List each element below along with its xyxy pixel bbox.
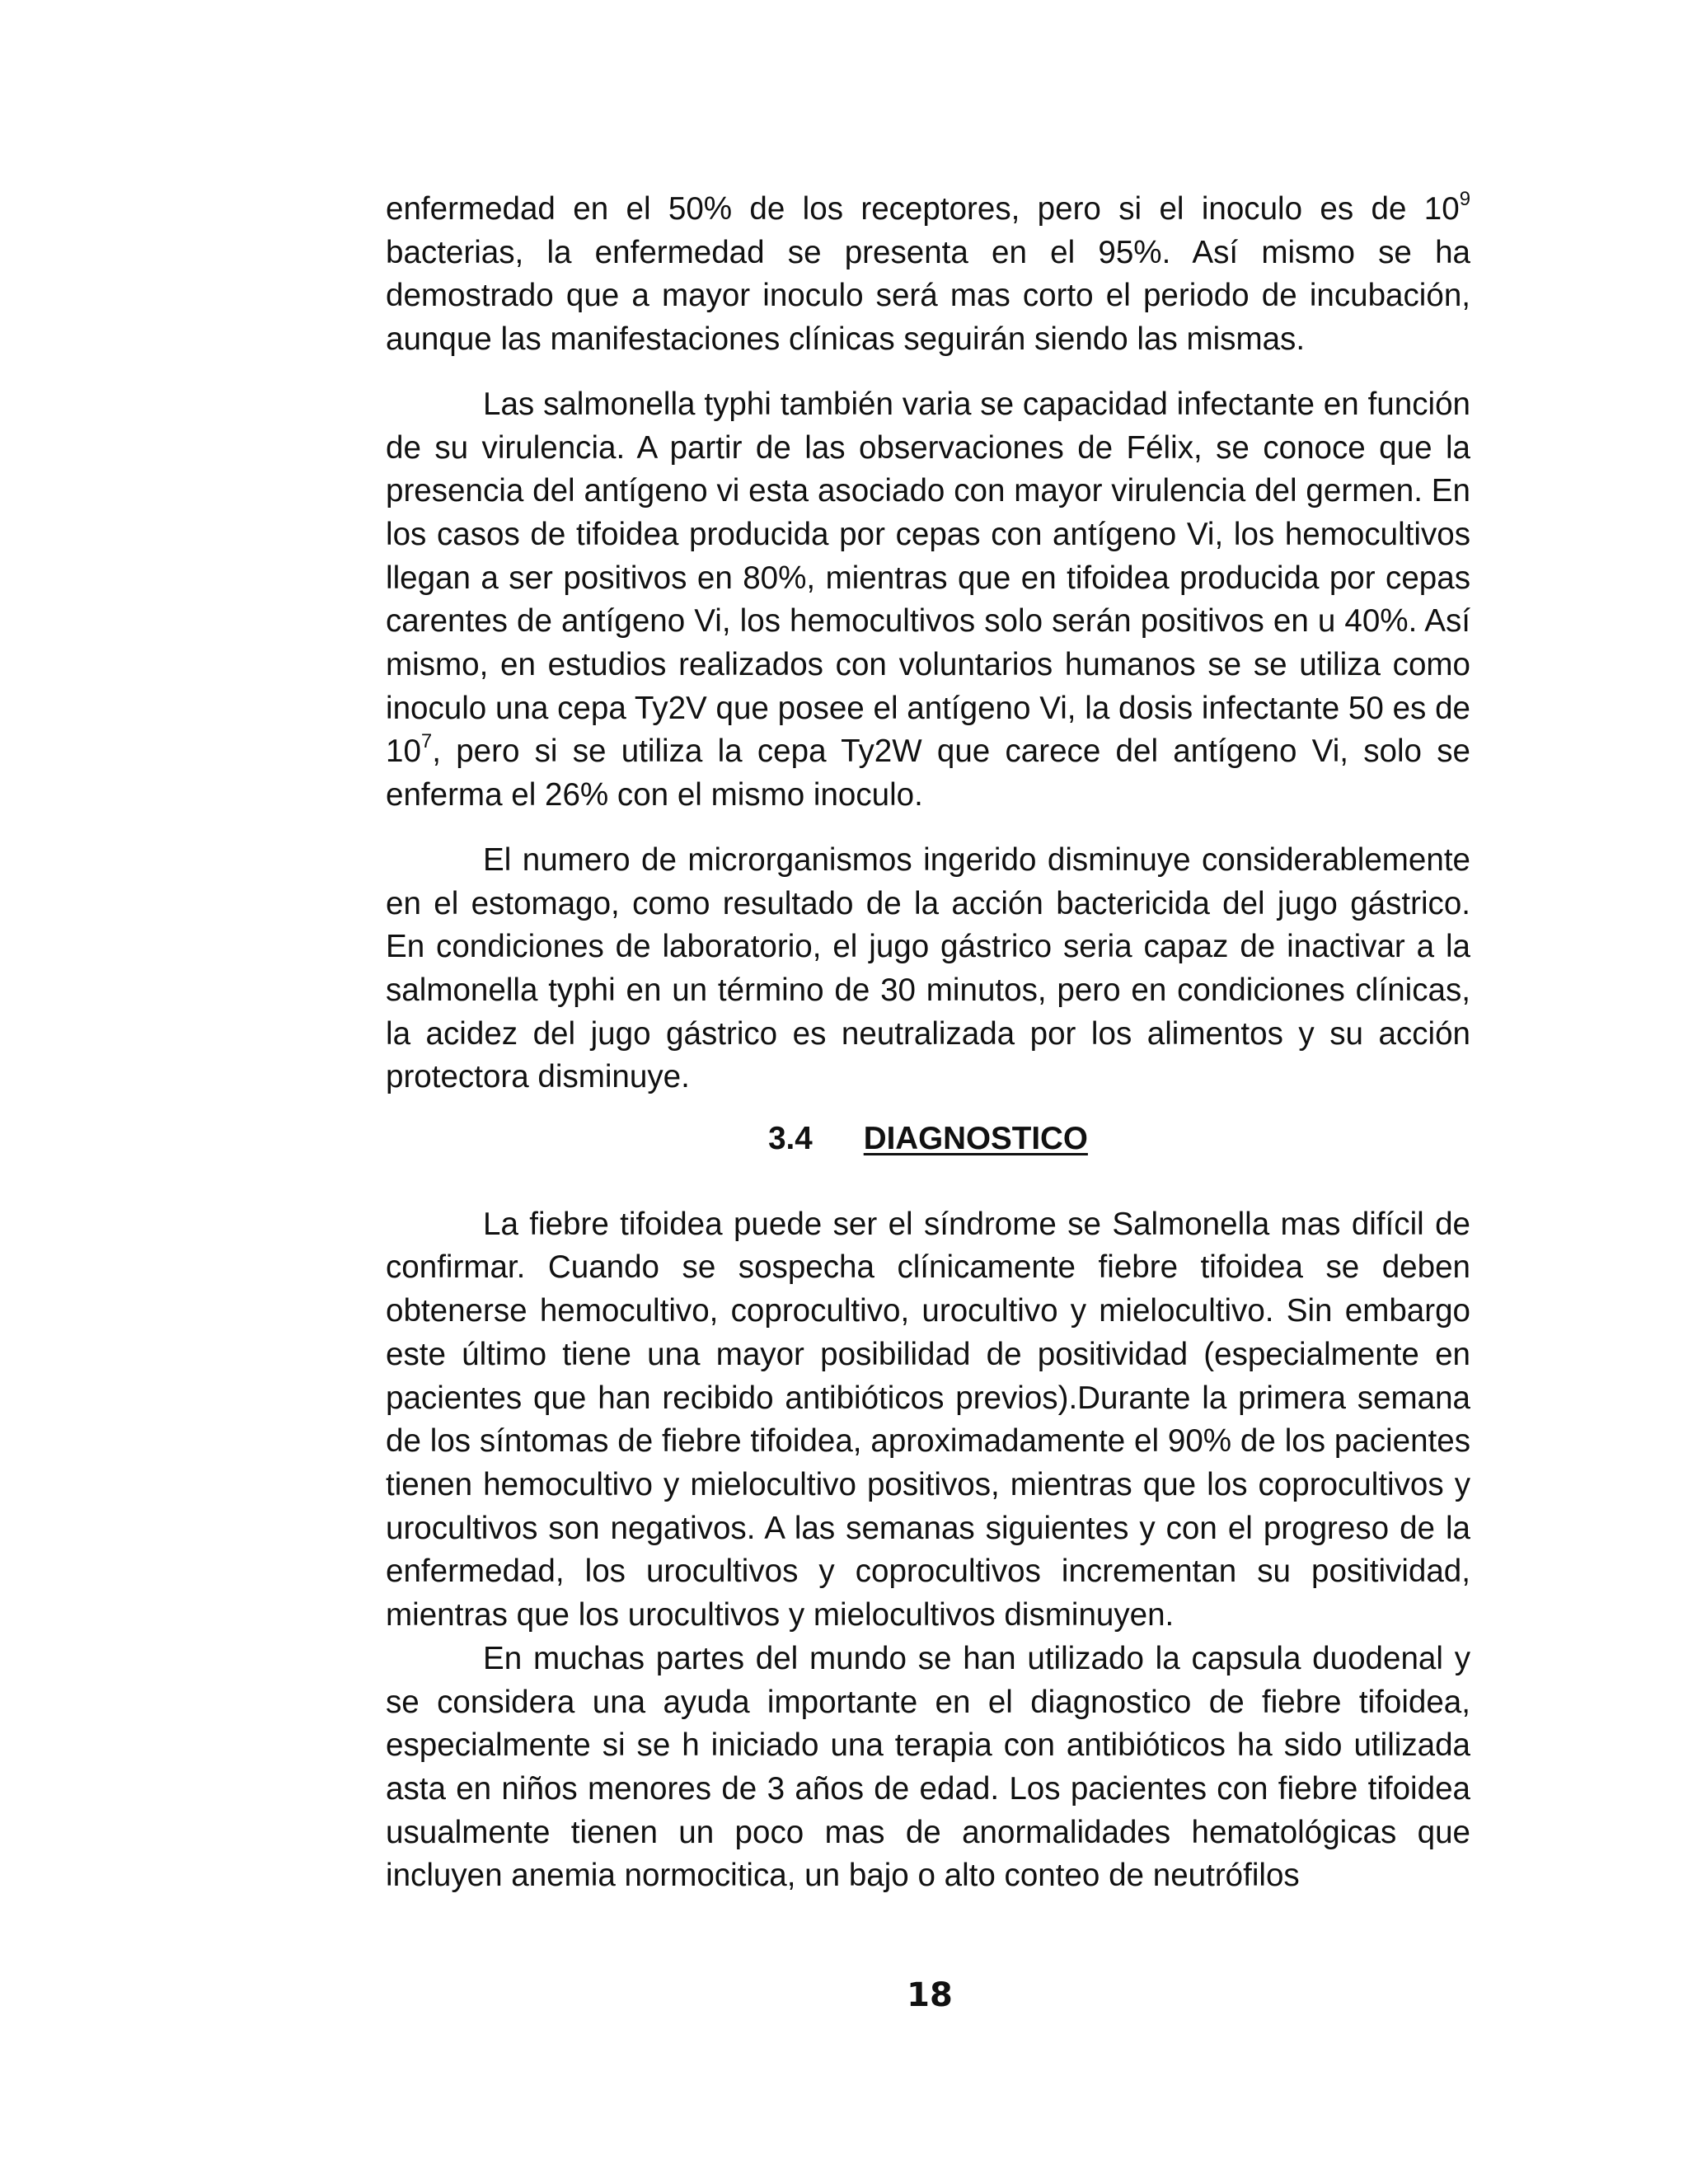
text-column <box>386 188 1470 1898</box>
superscript-exponent-9: 9 <box>1459 187 1470 210</box>
paragraph-2 <box>386 383 1470 818</box>
paragraph-1-text-b: bacterias, la enfermedad se presenta en el 95%. Así mismo se ha demostrado que a mayor inoculo será mas corto el periodo de incubación, aunque las manifestaciones clínicas seguirán siendo las mismas. <box>386 234 1470 358</box>
superscript-exponent-7: 7 <box>420 730 433 753</box>
section-title: DIAGNOSTICO <box>863 1121 1088 1157</box>
section-heading <box>386 1118 1470 1161</box>
paragraph-5: En muchas partes del mundo se han utilizado la capsula duodenal y se considera una ayuda importante en el diagnostico de fiebre tifoidea, especialmente si se h iniciado una terapia con antibióticos ha sido utilizada asta en niños menores de 3 años de edad. Los pacientes con fiebre tifoidea usualmente tienen un poco mas de anormalidades hematológicas que incluyen anemia normocitica, un bajo o alto conteo de neutrófilos <box>386 1640 1470 1894</box>
paragraph-2-text-a: Las salmonella typhi también varia se capacidad infectante en función de su virulencia. A partir de las observaciones de Félix, se conoce que la presencia del antígeno vi esta asociado con mayor virulencia del germen. En los casos de tifoidea producida por cepas con antígeno Vi, los hemocultivos llegan a ser positivos en 80%, mientras que en tifoidea producida por cepas carentes de antígeno Vi, los hemocultivos solo serán positivos en u 40%. Así mismo, en estudios realizados con voluntarios humanos se se utiliza como inoculo una cepa Ty2V que posee el antígeno Vi, la dosis infectante 50 es de 10 <box>386 386 1470 770</box>
paragraph-4: La fiebre tifoidea puede ser el síndrome se Salmonella mas difícil de confirmar. Cuando se sospecha clínicamente fiebre tifoidea se deben obtenerse hemocultivo, coprocultivo, urocultivo y mielocultivo. Sin embargo este último tiene una mayor posibilidad de positividad (especialmente en pacientes que han recibido antibióticos previos).Durante la primera semana de los síntomas de fiebre tifoidea, aproximadamente el 90% de los pacientes tienen hemocultivo y mielocultivo positivos, mientras que los coprocultivos y urocultivos son negativos. A las semanas siguientes y con el progreso de la enfermedad, los urocultivos y coprocultivos incrementan su positividad, mientras que los urocultivos y mielocultivos disminuyen. <box>386 1206 1470 1633</box>
section-number: 3.4 <box>768 1121 813 1157</box>
page-number: 18 <box>907 1976 953 2014</box>
paragraph-1-text-a: enfermedad en el 50% de los receptores, pero si el inoculo es de 10 <box>386 191 1460 227</box>
paragraph-1 <box>386 188 1470 362</box>
paragraph-2-text-b: , pero si se utiliza la cepa Ty2W que carece del antígeno Vi, solo se enferma el 26% con el mismo inoculo. <box>386 733 1470 813</box>
paragraph-3: El numero de microrganismos ingerido disminuye considerablemente en el estomago, como resultado de la acción bactericida del jugo gástrico. En condiciones de laboratorio, el jugo gástrico seria capaz de inactivar a la salmonella typhi en un término de 30 minutos, pero en condiciones clínicas, la acidez del jugo gástrico es neutralizada por los alimentos y su acción protectora disminuye. <box>386 841 1470 1095</box>
